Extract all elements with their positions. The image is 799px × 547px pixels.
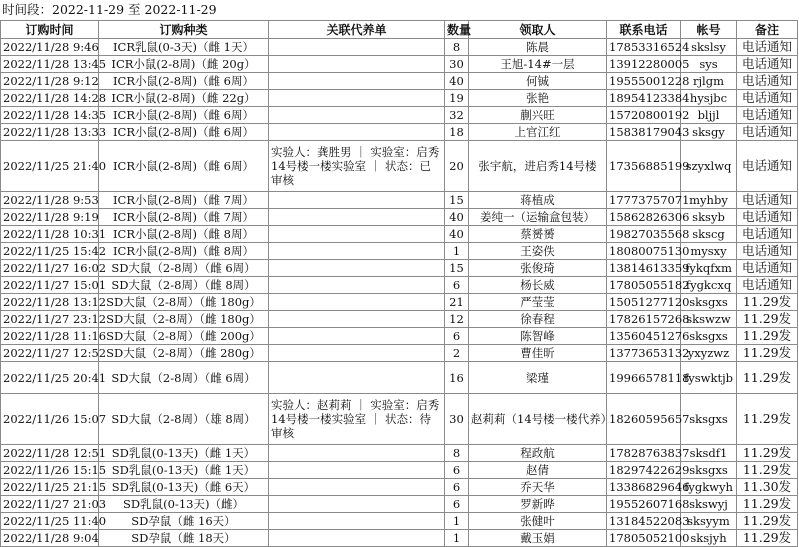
table-row [1,226,798,243]
cell-related-order [269,56,445,73]
cell-phone: 13814613359 [607,260,681,277]
table-row [1,39,798,56]
cell-phone: 19827035568 [607,226,681,243]
cell-phone: 17828763837 [607,445,681,462]
table-row [1,243,798,260]
cell-phone: 17356885199 [607,141,681,192]
cell-phone: 13560451276 [607,328,681,345]
cell-note: 电话通知 [737,107,798,124]
cell-order-time: 2022/11/27 21:03 [1,496,99,513]
cell-related-order [269,311,445,328]
cell-order-time: 2022/11/26 15:07 [1,394,99,445]
cell-order-type: ICR乳鼠(0-3天)（雌 1天） [99,39,269,56]
cell-receiver: 戴玉娟 [469,530,607,547]
table-row [1,328,798,345]
cell-receiver: 张俊琦 [469,260,607,277]
cell-order-type: ICR小鼠(2-8周)（雌 6周） [99,124,269,141]
cell-order-type: ICR小鼠(2-8周)（雌 8周） [99,226,269,243]
cell-receiver: 陈晨 [469,39,607,56]
cell-order-type: SD乳鼠(0-13天)（雌 6天） [99,479,269,496]
cell-account: fygkwyh [681,479,737,496]
cell-quantity: 30 [445,394,469,445]
cell-account: rjlgm [681,73,737,90]
cell-order-time: 2022/11/25 15:42 [1,243,99,260]
cell-phone: 13773653132 [607,345,681,362]
cell-quantity: 30 [445,56,469,73]
cell-order-type: SD大鼠（2-8周）（雌 180g） [99,311,269,328]
cell-related-order [269,73,445,90]
cell-order-time: 2022/11/27 15:01 [1,277,99,294]
cell-quantity: 18 [445,124,469,141]
table-row [1,311,798,328]
cell-note: 电话通知 [737,260,798,277]
cell-quantity: 15 [445,192,469,209]
cell-related-order [269,277,445,294]
cell-quantity: 19 [445,90,469,107]
cell-note: 11.29发 [737,294,798,311]
table-row [1,260,798,277]
cell-order-type: SD大鼠（2-8周）（雌 180g） [99,294,269,311]
cell-note: 11.29发 [737,445,798,462]
cell-phone: 17805055182 [607,277,681,294]
cell-receiver: 杨长威 [469,277,607,294]
cell-note: 电话通知 [737,277,798,294]
cell-related-order [269,362,445,394]
cell-note: 电话通知 [737,243,798,260]
cell-phone: 17773757071 [607,192,681,209]
cell-receiver: 张艳 [469,90,607,107]
cell-receiver: 罗新晔 [469,496,607,513]
table-row [1,73,798,90]
cell-note: 11.29发 [737,362,798,394]
cell-account: sksgxs [681,328,737,345]
cell-order-type: SD乳鼠(0-13天)（雌） [99,496,269,513]
cell-order-time: 2022/11/28 13:45 [1,56,99,73]
cell-account: sksjyh [681,530,737,547]
cell-note: 11.29发 [737,328,798,345]
cell-note: 电话通知 [737,90,798,107]
cell-order-time: 2022/11/27 16:02 [1,260,99,277]
cell-quantity: 8 [445,445,469,462]
order-table [0,20,798,547]
cell-note: 11.30发 [737,479,798,496]
table-row [1,462,798,479]
cell-note: 电话通知 [737,192,798,209]
cell-order-type: SD大鼠（2-8周）（雌 8周） [99,277,269,294]
cell-quantity: 1 [445,243,469,260]
cell-account: sksgy [681,124,737,141]
cell-note: 电话通知 [737,124,798,141]
cell-receiver: 姜纯一（运输盒包装） [469,209,607,226]
cell-quantity: 6 [445,462,469,479]
table-header-row [1,21,798,39]
cell-order-time: 2022/11/28 14:35 [1,107,99,124]
cell-note: 11.29发 [737,530,798,547]
cell-order-type: SD大鼠（2-8周）（雌 6周） [99,362,269,394]
cell-receiver: 蒯兴旺 [469,107,607,124]
cell-note: 11.29发 [737,345,798,362]
cell-quantity: 1 [445,530,469,547]
cell-receiver: 赵倩 [469,462,607,479]
cell-note: 11.29发 [737,513,798,530]
cell-order-type: ICR小鼠(2-8周)（雌 8周） [99,243,269,260]
col-header-order-time: 订购时间 [1,21,99,39]
cell-note: 电话通知 [737,226,798,243]
cell-related-order [269,345,445,362]
cell-note: 11.29发 [737,496,798,513]
cell-quantity: 8 [445,39,469,56]
cell-phone: 13386829646 [607,479,681,496]
cell-quantity: 20 [445,141,469,192]
cell-order-time: 2022/11/25 21:40 [1,141,99,192]
col-header-account: 帐号 [681,21,737,39]
cell-note: 电话通知 [737,73,798,90]
cell-receiver: 赵莉莉（14号楼一楼代养） [469,394,607,445]
cell-order-time: 2022/11/26 15:15 [1,462,99,479]
table-row [1,530,798,547]
cell-related-order [269,294,445,311]
table-row [1,294,798,311]
cell-quantity: 1 [445,513,469,530]
cell-phone: 18954123384 [607,90,681,107]
cell-account: fygkcxq [681,277,737,294]
cell-quantity: 6 [445,496,469,513]
cell-order-time: 2022/11/27 12:52 [1,345,99,362]
cell-order-time: 2022/11/28 9:46 [1,39,99,56]
cell-note: 电话通知 [737,209,798,226]
cell-order-type: ICR小鼠(2-8周)（雌 7周） [99,209,269,226]
cell-order-time: 2022/11/28 10:31 [1,226,99,243]
cell-order-type: SD大鼠（2-8周）（雌 6周） [99,260,269,277]
cell-account: sksdf1 [681,445,737,462]
table-row [1,124,798,141]
cell-quantity: 32 [445,107,469,124]
cell-account: fyswktjb [681,362,737,394]
cell-related-order: 实验人：赵莉莉 ｜ 实验室：启秀14号楼一楼实验室 ｜ 状态：待审核 [269,394,445,445]
cell-order-type: SD孕鼠（雌 18天） [99,530,269,547]
cell-phone: 15720800192 [607,107,681,124]
cell-receiver: 乔天华 [469,479,607,496]
cell-related-order [269,90,445,107]
cell-account: szyxlwq [681,141,737,192]
cell-related-order [269,39,445,56]
cell-order-time: 2022/11/28 14:28 [1,90,99,107]
table-row [1,479,798,496]
cell-receiver: 程政航 [469,445,607,462]
cell-phone: 15838179043 [607,124,681,141]
cell-order-time: 2022/11/25 11:40 [1,513,99,530]
cell-receiver: 陈智峰 [469,328,607,345]
cell-related-order [269,260,445,277]
cell-order-type: SD大鼠（2-8周）（雌 200g） [99,328,269,345]
cell-quantity: 6 [445,277,469,294]
cell-order-type: ICR小鼠(2-8周)（雌 22g） [99,90,269,107]
cell-receiver: 王姿佚 [469,243,607,260]
cell-receiver: 徐春程 [469,311,607,328]
col-header-receiver: 领取人 [469,21,607,39]
cell-related-order: 实验人：龚胜男 ｜ 实验室：启秀14号楼一楼实验室 ｜ 状态：已审核 [269,141,445,192]
cell-phone: 17853316524 [607,39,681,56]
cell-phone: 17826157268 [607,311,681,328]
cell-receiver: 张宇航，进启秀14号楼 [469,141,607,192]
cell-account: skscg [681,226,737,243]
cell-order-type: ICR小鼠(2-8周)（雌 6周） [99,73,269,90]
table-row [1,394,798,445]
cell-note: 电话通知 [737,39,798,56]
cell-related-order [269,226,445,243]
cell-account: fykqfxm [681,260,737,277]
cell-receiver: 上官江红 [469,124,607,141]
table-row [1,496,798,513]
cell-note: 11.29发 [737,394,798,445]
time-period-label: 时间段：2022-11-29 至 2022-11-29 [2,2,217,17]
cell-note: 电话通知 [737,141,798,192]
cell-quantity: 16 [445,362,469,394]
table-row [1,345,798,362]
cell-order-time: 2022/11/28 12:51 [1,445,99,462]
cell-order-time: 2022/11/25 21:15 [1,479,99,496]
cell-related-order [269,124,445,141]
cell-order-type: ICR小鼠(2-8周)（雌 7周） [99,192,269,209]
cell-order-type: SD乳鼠(0-13天)（雌 1天） [99,445,269,462]
cell-receiver: 蔡赟赟 [469,226,607,243]
cell-phone: 18297422629 [607,462,681,479]
cell-quantity: 2 [445,345,469,362]
cell-related-order [269,107,445,124]
col-header-phone: 联系电话 [607,21,681,39]
cell-receiver: 王旭-14#一层 [469,56,607,73]
cell-account: yxyzwz [681,345,737,362]
cell-quantity: 40 [445,209,469,226]
cell-phone: 19966578118 [607,362,681,394]
cell-receiver: 何铖 [469,73,607,90]
table-row [1,107,798,124]
table-row [1,90,798,107]
cell-related-order [269,513,445,530]
cell-note: 11.29发 [737,311,798,328]
cell-quantity: 6 [445,479,469,496]
cell-phone: 17805052100 [607,530,681,547]
cell-related-order [269,209,445,226]
cell-related-order [269,192,445,209]
col-header-note: 备注 [737,21,798,39]
cell-phone: 18080075130 [607,243,681,260]
cell-account: sksgxs [681,294,737,311]
cell-phone: 19552607168 [607,496,681,513]
cell-order-time: 2022/11/28 13:33 [1,124,99,141]
table-row [1,209,798,226]
cell-related-order [269,462,445,479]
cell-note: 11.29发 [737,462,798,479]
cell-order-time: 2022/11/28 9:12 [1,73,99,90]
cell-receiver: 蒋植成 [469,192,607,209]
cell-order-type: SD大鼠（2-8周）（雌 280g） [99,345,269,362]
cell-quantity: 12 [445,311,469,328]
cell-quantity: 21 [445,294,469,311]
cell-account: myhby [681,192,737,209]
table-row [1,192,798,209]
cell-related-order [269,530,445,547]
cell-account: sksyym [681,513,737,530]
cell-order-type: ICR小鼠(2-8周)（雌 6周） [99,107,269,124]
cell-related-order [269,328,445,345]
table-row [1,277,798,294]
cell-order-type: SD大鼠（2-8周）（雄 8周） [99,394,269,445]
cell-phone: 13912280005 [607,56,681,73]
table-row [1,445,798,462]
cell-order-time: 2022/11/28 11:16 [1,328,99,345]
cell-order-time: 2022/11/28 9:19 [1,209,99,226]
cell-phone: 19555001228 [607,73,681,90]
col-header-quantity: 数量 [445,21,469,39]
cell-quantity: 40 [445,73,469,90]
cell-account: bljjl [681,107,737,124]
table-row [1,362,798,394]
cell-receiver: 严莹莹 [469,294,607,311]
cell-related-order [269,496,445,513]
cell-phone: 18260595657 [607,394,681,445]
cell-account: skslsy [681,39,737,56]
col-header-order-type: 订购种类 [99,21,269,39]
cell-related-order [269,445,445,462]
col-header-related-order: 关联代养单 [269,21,445,39]
cell-phone: 15862826306 [607,209,681,226]
cell-order-type: ICR小鼠(2-8周)（雌 20g） [99,56,269,73]
cell-phone: 15051277120 [607,294,681,311]
cell-order-time: 2022/11/28 13:12 [1,294,99,311]
cell-order-time: 2022/11/27 23:12 [1,311,99,328]
cell-receiver: 张健叶 [469,513,607,530]
cell-order-type: SD孕鼠（雌 16天） [99,513,269,530]
cell-account: sksyb [681,209,737,226]
cell-note: 电话通知 [737,56,798,73]
cell-quantity: 40 [445,226,469,243]
cell-order-time: 2022/11/28 9:04 [1,530,99,547]
cell-order-time: 2022/11/28 9:53 [1,192,99,209]
cell-phone: 13184522083 [607,513,681,530]
table-row [1,141,798,192]
cell-account: sksgxs [681,462,737,479]
cell-quantity: 6 [445,328,469,345]
cell-account: sksgxs [681,394,737,445]
cell-account: skswyj [681,496,737,513]
cell-account: hysjbc [681,90,737,107]
cell-order-type: SD乳鼠(0-13天)（雌 1天） [99,462,269,479]
cell-account: sys [681,56,737,73]
cell-quantity: 15 [445,260,469,277]
cell-order-type: ICR小鼠(2-8周)（雌 6周） [99,141,269,192]
table-row [1,513,798,530]
cell-receiver: 曹佳昕 [469,345,607,362]
table-row [1,56,798,73]
cell-related-order [269,479,445,496]
cell-order-time: 2022/11/25 20:41 [1,362,99,394]
cell-account: mysxy [681,243,737,260]
cell-related-order [269,243,445,260]
cell-account: skswzw [681,311,737,328]
cell-receiver: 梁瑾 [469,362,607,394]
